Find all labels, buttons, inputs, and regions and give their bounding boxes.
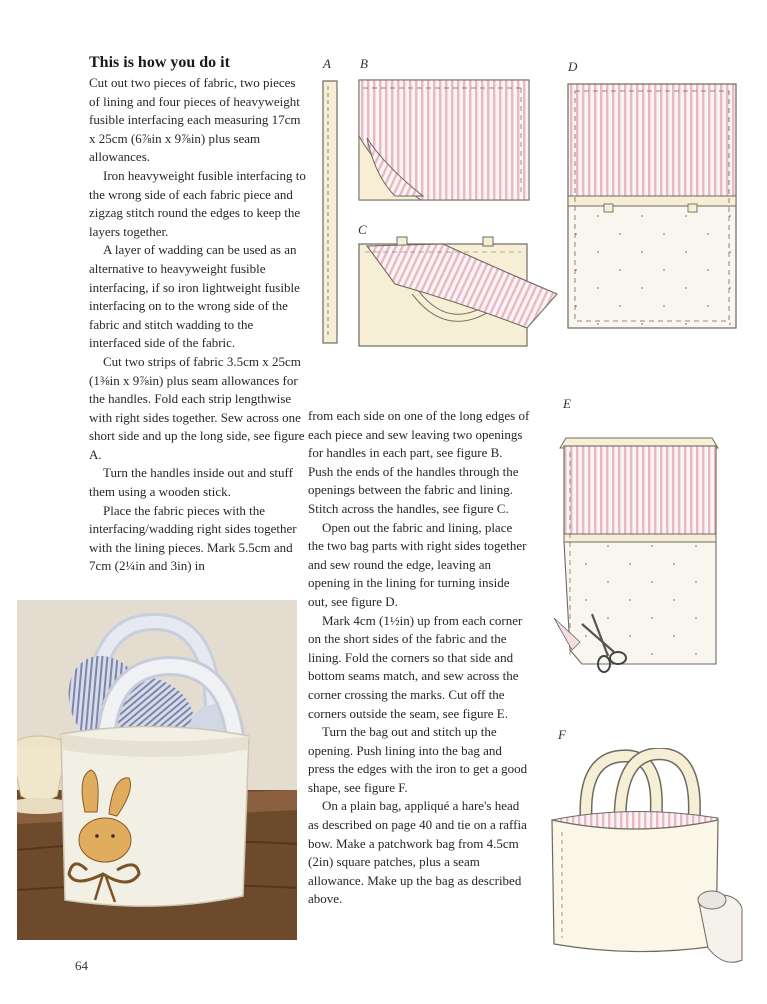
figure-e-corners-cut <box>552 428 732 678</box>
figure-b-lining-fold <box>355 76 535 206</box>
figure-label-d: D <box>568 59 578 74</box>
paragraph: Cut out two pieces of fabric, two pieces of lining and four pieces of heavyweight fusible interfacing each measuring 17cm x 25cm (6⅞in x 9⅞in) plus seam allowances. <box>89 75 301 165</box>
paragraph: On a plain bag, appliqué a hare's head as described on page 40 and tie on a raffia bow. Make a patchwork bag from 4.5cm (2in) square patches, plus a seam allowance. Make up the bag as described above. <box>308 798 527 907</box>
figure-d-sewn-parts <box>564 80 742 332</box>
figure-label-b: B <box>360 56 368 71</box>
figure-label-e: E <box>563 396 571 411</box>
paragraph: Cut two strips of fabric 3.5cm x 25cm (1⅜in x 9⅞in) plus seam allowances for the handles. Fold each strip lengthwise with right sides together. Sew across one short side and up the long side, see figure A. <box>89 353 305 462</box>
finished-bag-photo <box>17 600 297 940</box>
paragraph: Open out the fabric and lining, place the two bag parts with right sides together and sew round the edge, leaving an opening in the lining for turning inside out, see figure D. <box>308 519 527 609</box>
text-column-right <box>308 407 530 909</box>
paragraph: Turn the handles inside out and stuff them using a wooden stick. <box>89 465 293 500</box>
figure-c-handles-inserted <box>355 232 565 350</box>
figure-f-finished-bag <box>548 748 744 970</box>
text-column-left <box>89 53 307 576</box>
paragraph: A layer of wadding can be used as an alternative to heavyweight fusible interfacing, if so iron lightweight fusible interfacing on to the wrong side of the fabric and stitch wadding to the interfaced side of the fabric. <box>89 242 300 351</box>
section-heading: This is how you do it <box>89 54 230 71</box>
figure-label-c: C <box>358 222 367 237</box>
paragraph: from each side on one of the long edges of each piece and sew leaving two openings for handles in each part, see figure B. Push the ends of the handles through the openings between the fabric and lining. Stitch across the handles, see figure C. <box>308 408 530 516</box>
page-number: 64 <box>75 958 88 973</box>
figure-label-a: A <box>323 56 331 71</box>
paragraph: Place the fabric pieces with the interfacing/wadding right sides together with the lining pieces. Mark 5.5cm and 7cm (2¼in and 3in) in <box>89 502 297 574</box>
paragraph: Mark 4cm (1½in) up from each corner on the short sides of the fabric and the lining. Fold the corners so that side and bottom seams match, and sew across the corner crossing the marks. Cut off the corners outside the seam, see figure E. <box>308 612 523 721</box>
paragraph: Turn the bag out and stitch up the opening. Push lining into the bag and press the edges with the iron to get a good shape, see figure F. <box>308 724 528 795</box>
paragraph: Iron heavyweight fusible interfacing to the wrong side of each fabric piece and zigzag stitch round the edges to keep the layers together. <box>89 167 306 239</box>
figure-label-f: F <box>558 727 566 742</box>
figure-a-handle-strip <box>320 78 346 346</box>
